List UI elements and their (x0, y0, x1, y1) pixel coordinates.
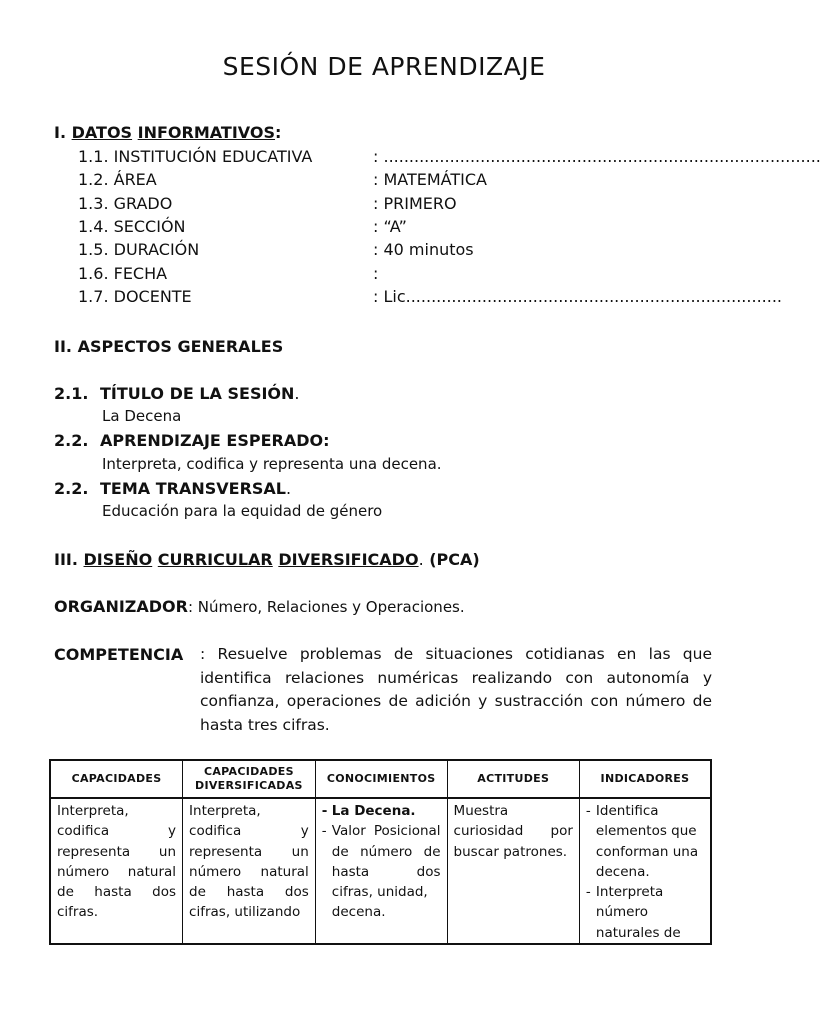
item-2-1-number: 2.1. (54, 384, 89, 403)
field-value-grado: : PRIMERO (373, 194, 457, 213)
header-capacidades: CAPACIDADES (50, 760, 183, 798)
item-2-1-heading: 2.1. TÍTULO DE LA SESIÓN. (54, 384, 300, 403)
list-item: - Interpreta número naturales de (586, 882, 704, 943)
section-1-heading: I. DATOS INFORMATIVOS: (54, 123, 282, 142)
cell-conocimientos (315, 798, 447, 944)
field-value-seccion: : “A” (373, 217, 407, 236)
cell-capacidades-body: Interpreta, codifica y representa un número natural de hasta dos (57, 803, 177, 901)
conocimientos-list (322, 801, 441, 923)
section-2-heading: II. ASPECTOS GENERALES (54, 337, 284, 356)
field-value-area: : MATEMÁTICA (373, 170, 487, 189)
list-item: - Valor Posicional de número de hasta dos cifras, unidad, decena. (322, 821, 441, 922)
cell-actitudes-last: buscar patrones. (453, 843, 568, 860)
list-item: - La Decena. (322, 801, 441, 821)
cell-capacidades-last: cifras. (57, 904, 99, 921)
field-value-docente: : Lic.......................................................................... (373, 287, 782, 306)
item-2-1-text: La Decena (102, 407, 182, 425)
section-2-number: II (54, 337, 66, 356)
item-2-2-text: Interpreta, codifica y representa una decena. (102, 455, 442, 473)
header-conocimientos: CONOCIMIENTOS (315, 760, 447, 798)
section-3-title-curricular: CURRICULAR (157, 550, 273, 569)
section-1-title-informativos: INFORMATIVOS (137, 123, 276, 142)
field-value-institucion: : ...................................................................................... (373, 147, 821, 166)
field-label-duracion: 1.5. DURACIÓN (78, 240, 200, 259)
section-3-title-diseno: DISEÑO (83, 550, 153, 569)
field-label-docente: 1.7. DOCENTE (78, 287, 192, 306)
capacidades-table (49, 759, 712, 945)
indicadores-list (586, 801, 704, 943)
field-label-seccion: 1.4. SECCIÓN (78, 217, 186, 236)
section-3-heading: III. DISEÑO CURRICULAR DIVERSIFICADO. (PCA) (54, 550, 480, 569)
page-title: SESIÓN DE APRENDIZAJE (222, 52, 546, 81)
header-capacidades-diversificadas: CAPACIDADES DIVERSIFICADAS (183, 760, 316, 798)
section-1-number: I (54, 123, 60, 142)
table-header-row (50, 760, 711, 798)
section-2-title: ASPECTOS GENERALES (77, 337, 284, 356)
section-1-title-datos: DATOS (71, 123, 133, 142)
organizador-label: ORGANIZADOR (54, 597, 188, 616)
organizador-line (54, 597, 465, 616)
item-2-3-title: TEMA TRANSVERSAL (100, 479, 286, 498)
cell-diversificadas-last: cifras, utilizando (189, 904, 301, 921)
competencia-text: : Resuelve problemas de situaciones cotidianas en las que identifica relaciones numéricas realizando con autonomía y confianza, operaciones de adición y sustracción con número de hasta tres cifras. (200, 645, 712, 734)
cell-diversificadas-body: Interpreta, codifica y representa un número natural de hasta dos (189, 803, 309, 901)
list-item: - Identifica elementos que conforman una decena. (586, 801, 704, 882)
item-2-2-heading (54, 431, 330, 450)
header-actitudes: ACTITUDES (447, 760, 579, 798)
section-3-number: III (54, 550, 72, 569)
competencia-label: COMPETENCIA (54, 645, 184, 664)
cell-actitudes-body: Muestra curiosidad por (453, 803, 573, 840)
field-label-area: 1.2. ÁREA (78, 170, 157, 189)
section-3-title-diversificado: DIVERSIFICADO (278, 550, 419, 569)
item-2-3-heading: 2.2. TEMA TRANSVERSAL. (54, 479, 292, 498)
field-label-grado: 1.3. GRADO (78, 194, 173, 213)
field-value-duracion: : 40 minutos (373, 240, 474, 259)
organizador-text: : Número, Relaciones y Operaciones. (187, 598, 465, 616)
item-2-2-title: APRENDIZAJE ESPERADO: (100, 431, 330, 450)
cell-indicadores (579, 798, 711, 944)
cell-capacidades-diversificadas (183, 798, 316, 944)
field-label-fecha: 1.6. FECHA (78, 264, 168, 283)
header-indicadores: INDICADORES (579, 760, 711, 798)
item-2-3-text: Educación para la equidad de género (102, 502, 383, 520)
section-3-title-pca: (PCA) (429, 550, 480, 569)
table-row (50, 798, 711, 944)
field-label-institucion: 1.1. INSTITUCIÓN EDUCATIVA (78, 147, 313, 166)
cell-actitudes (447, 798, 579, 944)
item-2-2-number: 2.2. (54, 431, 89, 450)
item-2-1-title: TÍTULO DE LA SESIÓN (100, 384, 295, 403)
item-2-3-number: 2.2. (54, 479, 89, 498)
field-value-fecha: : (373, 264, 379, 283)
cell-capacidades (50, 798, 183, 944)
